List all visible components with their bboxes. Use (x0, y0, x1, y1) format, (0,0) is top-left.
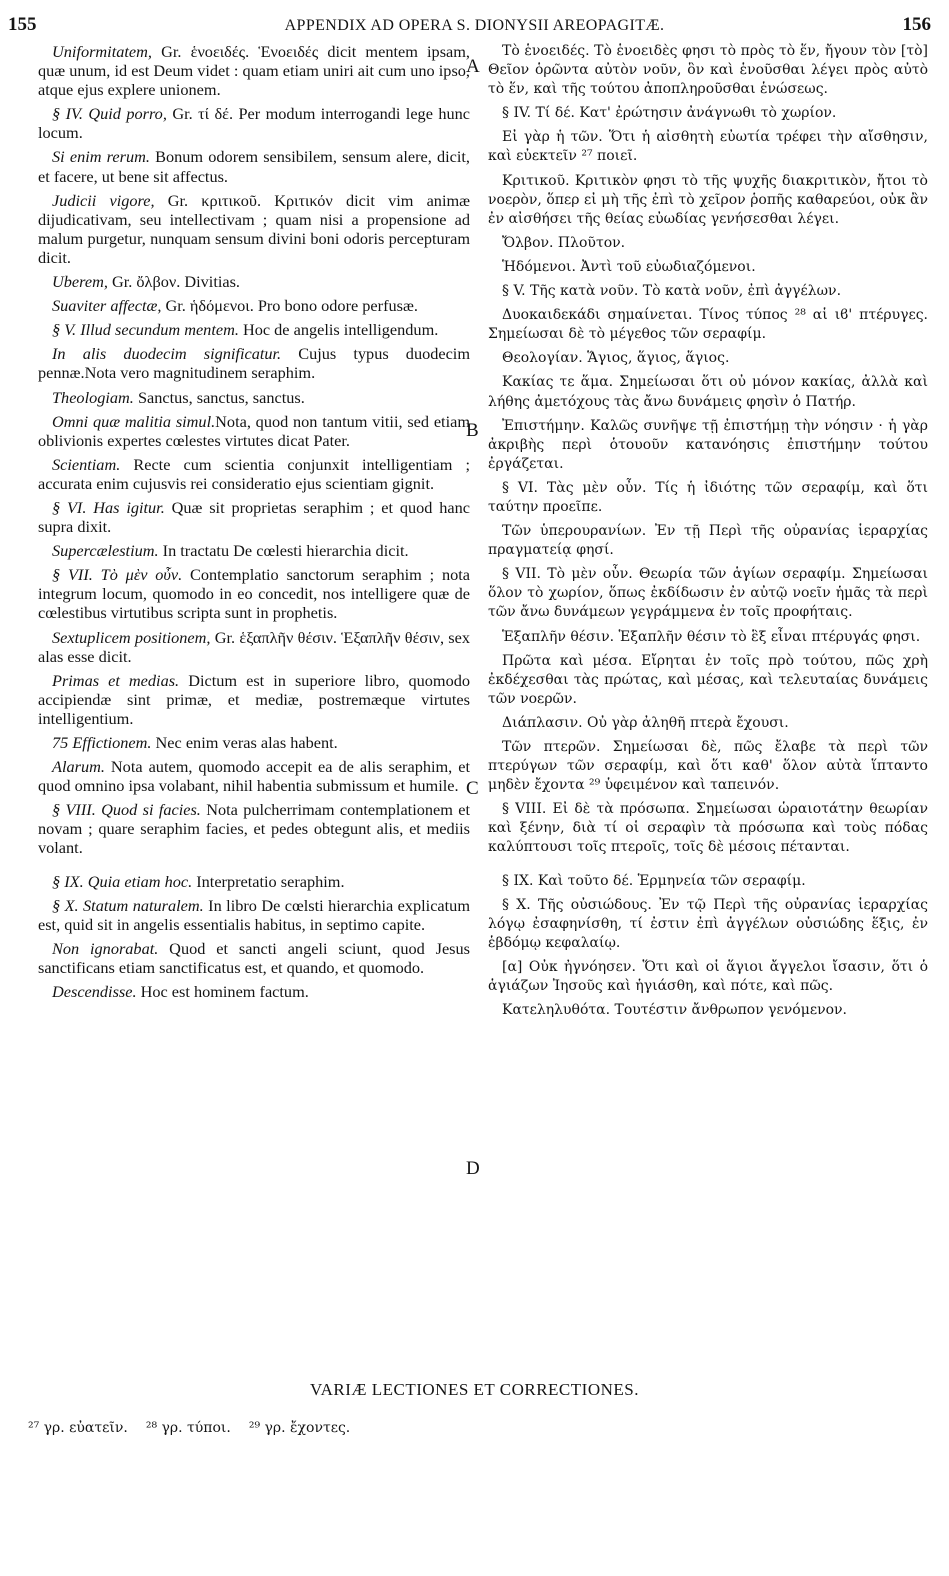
latin-paragraph (38, 982, 470, 1001)
variant-reading: ²⁷ γρ. εὐατεῖν. (28, 1420, 128, 1436)
latin-paragraph (38, 191, 470, 267)
latin-lemma: § IX. Quia etiam hoc. (52, 871, 193, 891)
latin-paragraph (38, 455, 470, 493)
page-header (0, 14, 949, 42)
latin-lemma: § X. Statum naturalem. (52, 895, 204, 915)
greek-paragraph: Ὄλβον. Πλοῦτον. (502, 234, 626, 251)
variant-reading: ²⁹ γρ. ἔχοντες. (248, 1420, 351, 1436)
latin-paragraph (38, 104, 470, 142)
greek-paragraph: § VIII. Εἰ δὲ τὰ πρόσωπα. Σημείωσαι ὡραιοτάτην θεωρίαν καὶ ξένην, διὰ τί οἱ σεραφὶν τὰ πρόσωπα καὶ τοὺς πόδας καλύπτουσι τοῖς πτεροῖς, τοῖς δὲ μέσοις πέτανται. (488, 801, 928, 856)
latin-gloss: Nota autem, quomodo accepit ea de alis seraphim, et quod omnino ipsa volabant, nihil habentia submissum et humile. (38, 757, 470, 796)
greek-paragraph: § VII. Τὸ μὲν οὖν. Θεωρία τῶν ἁγίων σεραφίμ. Σημείωσαι ὅλον τὸ χωρίον, ὅπως ἐκδίδωσιν ἐν αὐτῷ νοεῖν ἡμᾶς τὰ περὶ τῶν ἄνω δυνάμεων γεγράμμενα ἐν τοῖς προφήταις. (488, 566, 928, 621)
latin-paragraph (38, 896, 470, 934)
latin-gloss: Hoc de angelis intelligendum. (238, 320, 439, 340)
latin-column (38, 42, 470, 1006)
greek-paragraph: Τῶν πτερῶν. Σημείωσαι δὲ, πῶς ἔλαβε τὰ περὶ τῶν πτερύγων τῶν σεραφίμ, καὶ ὅτι καθ' ὅλον αὐτὰ ἵπταντο μηδὲν ἔχοντα ²⁹ ὑφειμένον καὶ ταπεινόν. (488, 739, 928, 794)
latin-gloss: Recte cum scientia conjunxit intelligentiam ; accurata enim cujusvis rei consideratio ejus scientiam gignit. (38, 454, 470, 493)
latin-gloss: Gr. ὄλβον. Divitias. (107, 272, 240, 292)
greek-paragraph: Διάπλασιν. Οὐ γὰρ ἀληθῆ πτερὰ ἔχουσι. (502, 714, 789, 731)
greek-paragraph: Κατεληλυθότα. Τουτέστιν ἄνθρωπον γενόμενον. (502, 1002, 847, 1019)
latin-lemma: § VI. Has igitur. (52, 497, 165, 517)
margin-marker-a: A (466, 56, 480, 77)
greek-paragraph: Ἡδόμενοι. Ἀντὶ τοῦ εὐωδιαζόμενοι. (502, 258, 756, 275)
greek-paragraph: Κριτικοῦ. Κριτικὸν φησι τὸ τῆς ψυχῆς διακριτικὸν, ἤτοι τὸ νοερὸν, ὅπερ εἰ μὴ τῆς ἐπὶ τὸ χεῖρον ῥοπῆς καθαρεύοι, οὐκ ἂν ἐν αἰσθήσει τῆς θείας εὐωδίας γενήσεσθαι λέγει. (488, 172, 928, 227)
greek-paragraph: § IV. Τί δέ. Κατ' ἐρώτησιν ἀνάγνωθι τὸ χωρίον. (502, 105, 837, 122)
latin-paragraph (38, 565, 470, 622)
latin-paragraph (38, 872, 470, 891)
margin-marker-c: C (466, 778, 479, 799)
latin-paragraph (38, 344, 470, 382)
latin-lemma: In alis duodecim significatur. (52, 344, 282, 364)
latin-lemma: Theologiam. (52, 387, 134, 407)
variae-lectiones-list (28, 1420, 368, 1436)
latin-lemma: Scientiam. (52, 454, 121, 474)
greek-paragraph: Τῶν ὑπερουρανίων. Ἐν τῇ Περὶ τῆς οὐρανίας ἱεραρχίας πραγματείᾳ φησί. (488, 523, 928, 559)
latin-gloss: In libro De cœlsti hierarchia explicatum est, quid sit in angelis essentialis habitus, in septimo capite. (38, 895, 470, 934)
latin-paragraph (38, 800, 470, 857)
greek-paragraph: Θεολογίαν. Ἅγιος, ἅγιος, ἅγιος. (502, 350, 730, 367)
page-number-left: 155 (8, 14, 37, 35)
latin-gloss: Hoc est hominem factum. (136, 982, 309, 1002)
latin-paragraph (38, 147, 470, 185)
greek-paragraph: Ἑξαπλῆν θέσιν. Ἑξαπλῆν θέσιν τὸ ἓξ εἶναι πτέρυγάς φησι. (502, 628, 921, 645)
latin-gloss: Sanctus, sanctus, sanctus. (133, 387, 305, 407)
latin-lemma: Non ignorabat. (52, 938, 159, 958)
latin-lemma: Descendisse. (52, 982, 137, 1002)
latin-gloss: Gr. τί δέ. Per modum interrogandi lege hunc locum. (38, 104, 470, 143)
latin-lemma: § V. Illud secundum mentem. (52, 320, 239, 340)
greek-paragraph: Τὸ ἑνοειδές. Τὸ ἑνοειδὲς φησι τὸ πρὸς τὸ ἕν, ἤγουν τὸν [τὸ] Θεῖον ὁρῶντα αὐτὸν νοῦν, ὃν καὶ ἑνοῦσθαι λέγει πρὸς αὐτὸ τὸ ἕν, καὶ τῆς τούτου ἀποπληροῦσθαι ἑνώσεως. (488, 43, 928, 98)
latin-lemma: Primas et medias. (52, 670, 180, 690)
latin-lemma: Supercælestium. (52, 541, 159, 561)
latin-gloss: Gr. ἡδόμενοι. Pro bono odore perfusæ. (161, 296, 418, 316)
variae-lectiones-title: VARIÆ LECTIONES ET CORRECTIONES. (310, 1380, 639, 1399)
greek-paragraph: Δυοκαιδεκάδι σημαίνεται. Τίνος τύπος ²⁸ αἱ ιϐ' πτέρυγες. Σημείωσαι δὲ τὸ μέγεθος τῶν σεραφίμ. (488, 307, 928, 343)
latin-gloss: Cujus typus duodecim pennæ.Nota vero magnitudinem seraphim. (38, 344, 470, 383)
latin-paragraph (38, 671, 470, 728)
margin-marker-b: B (466, 420, 479, 441)
latin-paragraph (38, 498, 470, 536)
greek-paragraph: § VI. Τὰς μὲν οὖν. Τίς ἡ ἰδιότης τῶν σεραφίμ, καὶ ὅτι ταύτην προεῖπε. (488, 479, 928, 515)
latin-paragraph (38, 412, 470, 450)
latin-lemma: Si enim rerum. (52, 147, 150, 167)
latin-gloss: Nec enim veras alas habent. (151, 733, 338, 752)
latin-gloss: Quod et sancti angeli sciunt, quod Jesus sanctificans etiam sanctificatus est, et quando, et quomodo. (38, 938, 470, 977)
latin-lemma: § IV. Quid porro, (52, 104, 167, 124)
page-number-right: 156 (902, 14, 931, 35)
latin-gloss: Gr. ἑνοειδές. Ἑνοειδές dicit mentem ipsam, quæ unum, id est Deum videt : quam etiam uniri ait cum uno ipso, atque ejus explere unionem. (38, 42, 470, 100)
latin-lemma: Uniformitatem, (52, 42, 152, 61)
latin-paragraph (38, 939, 470, 977)
latin-paragraph (38, 388, 470, 407)
latin-gloss: Dictum est in superiore libro, quomodo accipiendæ sint primæ, et mediæ, postremæque virtutes intelligentium. (38, 670, 471, 728)
latin-lemma: 75 Effictionem. (52, 733, 152, 752)
latin-paragraph (38, 757, 470, 795)
latin-lemma: Omni quæ malitia simul. (52, 411, 216, 431)
latin-paragraph (38, 42, 470, 99)
latin-lemma: Uberem, (52, 272, 108, 292)
greek-paragraph: Πρῶτα καὶ μέσα. Εἴρηται ἐν τοῖς πρὸ τούτου, πῶς χρὴ ἐκδέχεσθαι τὰς πρώτας, καὶ μέσας, καὶ τελευταίας δυνάμεις τῶν νοερῶν. (488, 652, 928, 707)
greek-paragraph: Κακίας τε ἅμα. Σημείωσαι ὅτι οὐ μόνον κακίας, ἀλλὰ καὶ λήθης ἀμετόχους τὰς ἄνω δυνάμεις φησὶν ὁ Πατήρ. (488, 374, 928, 410)
running-title: APPENDIX AD OPERA S. DIONYSII AREOPAGITÆ. (284, 17, 665, 34)
latin-paragraph (38, 541, 470, 560)
latin-lemma: Sextuplicem positionem, (52, 627, 211, 647)
latin-paragraph (38, 272, 470, 291)
latin-gloss: Contemplatio sanctorum seraphim ; nota integrum locum, quomodo in eo concedit, nos intelligere quæ de cœlestibus virtutibus scripta sunt in prophetis. (38, 565, 470, 623)
latin-lemma: § VIII. Quod si facies. (52, 800, 201, 820)
latin-gloss: Nota pulcherrimam contemplationem et novam ; quare seraphim facies, et pedes obtegunt alis, et mediis volant. (38, 800, 470, 858)
latin-gloss: Nota, quod non tantum vitii, sed etiam oblivionis expertes cœlestes virtutes dicat Pater. (38, 411, 470, 450)
greek-column (488, 42, 928, 1025)
latin-gloss: Bonum odorem sensibilem, sensum alere, dicit, et facere, ut bene sit affectus. (38, 147, 471, 186)
latin-paragraph (38, 733, 470, 752)
latin-paragraph (38, 296, 470, 315)
latin-gloss: Interpretatio seraphim. (192, 871, 345, 891)
greek-paragraph: § V. Τῆς κατὰ νοῦν. Τὸ κατὰ νοῦν, ἐπὶ ἀγγέλων. (502, 283, 842, 300)
greek-paragraph: § X. Τῆς οὐσιώδους. Ἐν τῷ Περὶ τῆς οὐρανίας ἱεραρχίας λόγῳ ἐσαφηνίσθη, τί ἐστιν ἐπὶ ἀγγέλων οὐσιώδης ἕξις, ἐν ἑβδόμῳ κεφαλαίῳ. (488, 896, 928, 951)
latin-gloss: In tractatu De cœlesti hierarchia dicit. (158, 541, 409, 561)
latin-gloss: Gr. ἑξαπλῆν θέσιν. Ἑξαπλῆν θέσιν, sex alas esse dicit. (38, 627, 471, 666)
greek-paragraph: Ἐπιστήμην. Καλῶς συνῆψε τῇ ἐπιστήμῃ τὴν νόησιν · ἡ γὰρ ἀκριβὴς περὶ ὁτουοῦν κατανόησις ἐπιστήμην τούτου ἐργάζεται. (488, 417, 928, 472)
latin-lemma: Judicii vigore, (52, 190, 155, 210)
latin-lemma: § VII. Τὸ μὲν οὖν. (52, 565, 183, 585)
greek-paragraph: § IX. Καὶ τοῦτο δέ. Ἑρμηνεία τῶν σεραφίμ. (502, 872, 806, 889)
greek-paragraph: [α] Οὐκ ἠγνόησεν. Ὅτι καὶ οἱ ἅγιοι ἄγγελοι ἴσασιν, ὅτι ὁ ἁγιάζων Ἰησοῦς καὶ ἡγιάσθη, καὶ πότε, καὶ πῶς. (488, 958, 928, 995)
latin-paragraph (38, 320, 470, 339)
margin-marker-d: D (466, 1158, 480, 1179)
latin-gloss: Gr. κριτικοῦ. Κριτικόν dicit vim animæ dijudicativam, seu intellectivam ; quam nisi a propensione ad malum purgetur, nunquam sensum divini boni odoris percepturam dicit. (38, 190, 470, 267)
latin-lemma: Alarum. (52, 757, 105, 777)
latin-paragraph (38, 628, 470, 666)
latin-lemma: Suaviter affectæ, (52, 296, 162, 316)
greek-paragraph: Εἰ γὰρ ἡ τῶν. Ὅτι ἡ αἰσθητὴ εὐωτία τρέφει τὴν αἴσθησιν, καὶ εὐεκτεῖν ²⁷ ποιεῖ. (488, 129, 928, 165)
latin-gloss: Quæ sit proprietas seraphim ; et quod hanc supra dixit. (38, 497, 470, 537)
variant-reading: ²⁸ γρ. τύποι. (145, 1420, 231, 1436)
